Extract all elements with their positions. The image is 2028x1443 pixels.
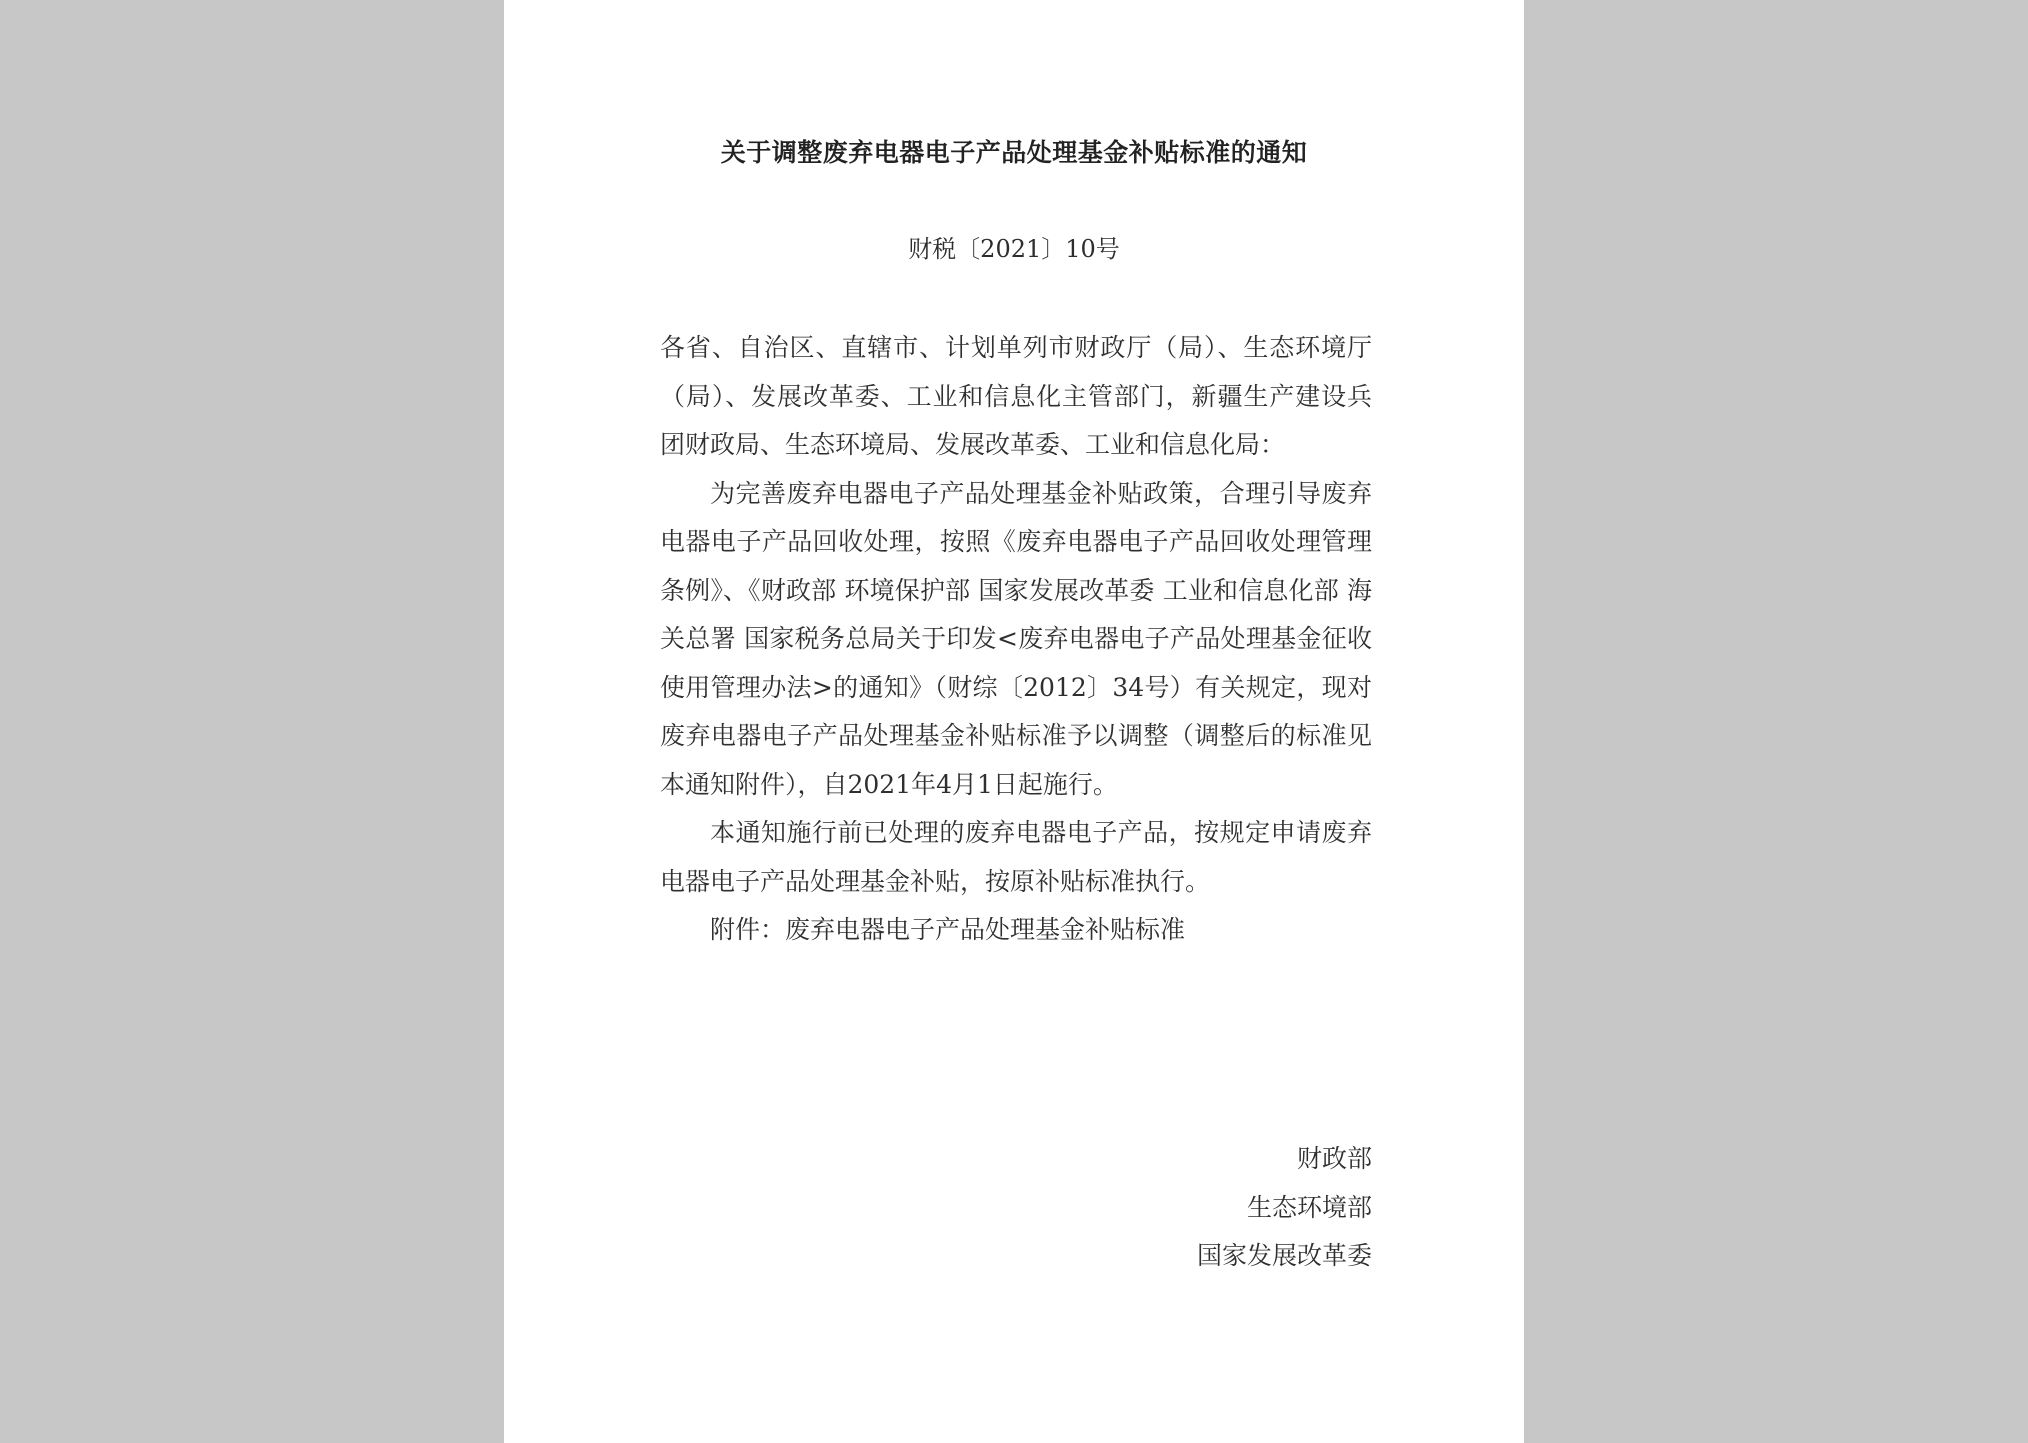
- document-page: [504, 0, 1524, 1443]
- attachment-line: 附件：废弃电器电子产品处理基金补贴标准: [710, 915, 1186, 944]
- signer-1: 财政部: [1296, 1144, 1372, 1173]
- signer-3: 国家发展改革委: [1196, 1241, 1372, 1270]
- salutation: 各省、自治区、直辖市、计划单列市财政厅（局）、生态环境厅（局）、发展改革委、工业和信息化主管部门，新疆生产建设兵团财政局、生态环境局、发展改革委、工业和信息化局：: [660, 333, 1372, 459]
- document-title: 关于调整废弃电器电子产品处理基金补贴标准的通知: [720, 138, 1308, 167]
- document-number: 财税〔2021〕10号: [908, 235, 1120, 263]
- signer-2: 生态环境部: [1246, 1192, 1372, 1222]
- document-body: [660, 324, 1372, 955]
- paragraph-2: 本通知施行前已处理的废弃电器电子产品，按规定申请废弃电器电子产品处理基金补贴，按原补贴标准执行。: [660, 818, 1372, 896]
- paragraph-1: 为完善废弃电器电子产品处理基金补贴政策，合理引导废弃电器电子产品回收处理，按照《废弃电器电子产品回收处理管理条例》、《财政部 环境保护部 国家发展改革委 工业和信息化部 海关总署 国家税务总局关于印发<废弃电器电子产品处理基金征收使用管理办法>的通知》（财综〔2012〕34号）有关规定，现对废弃电器电子产品处理基金补贴标准予以调整（调整后的标准见本通知附件），自2021年4月1日起施行。: [660, 478, 1372, 799]
- signers-block: [972, 1135, 1372, 1281]
